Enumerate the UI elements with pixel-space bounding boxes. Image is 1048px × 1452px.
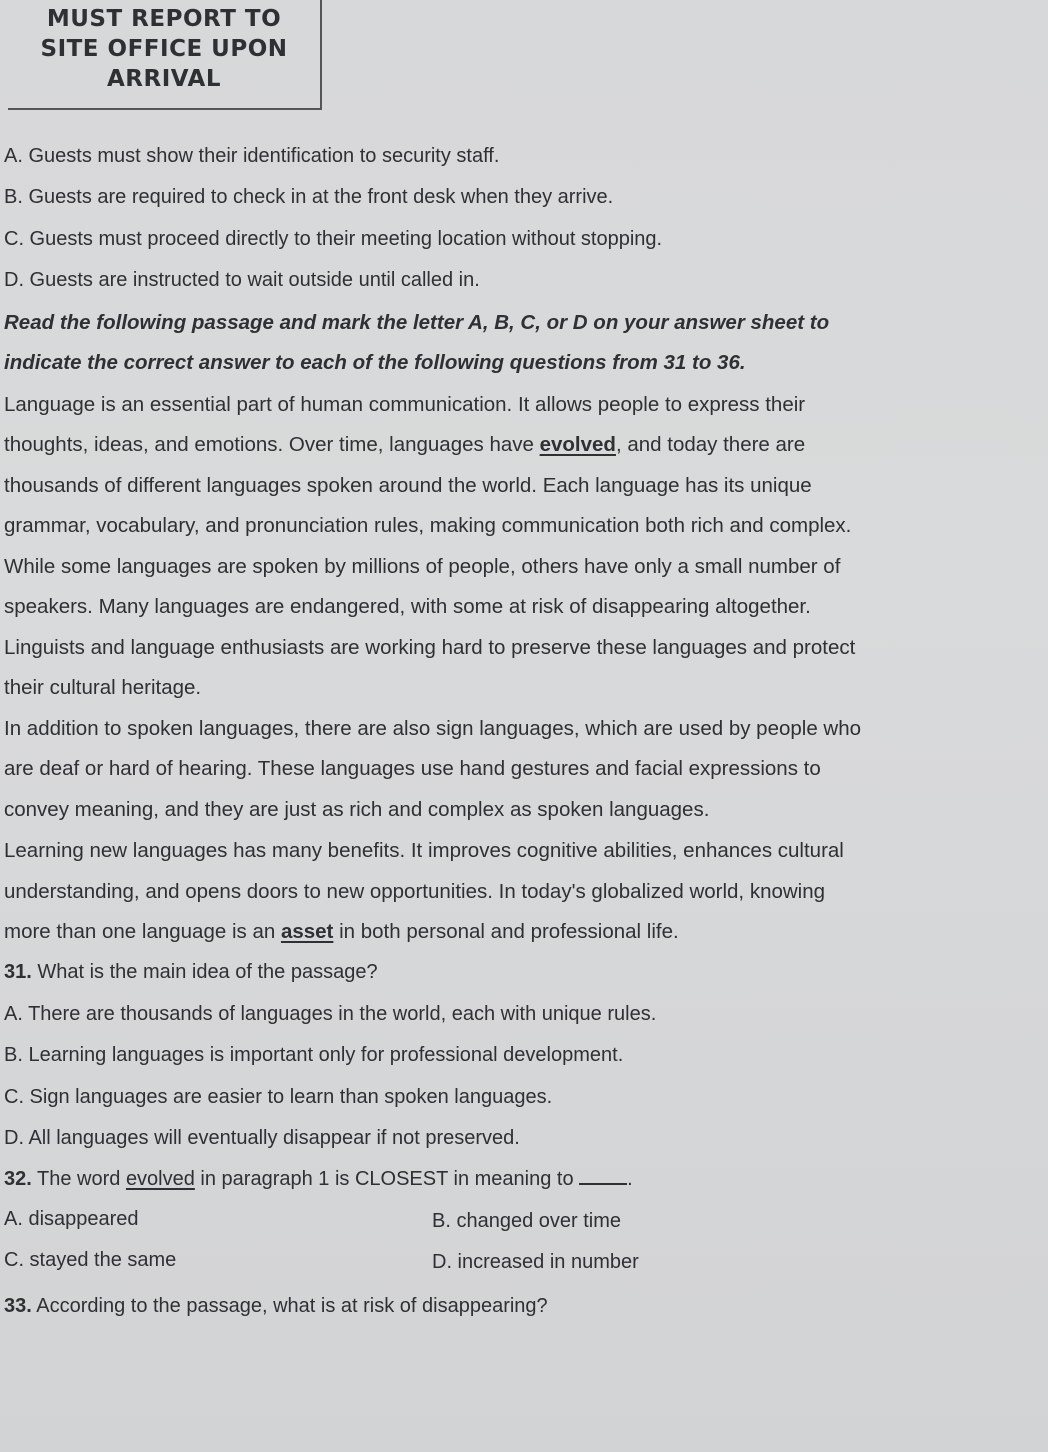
answer-blank [579, 1167, 627, 1185]
q31-option-d: D. All languages will eventually disappear if not preserved. [4, 1127, 520, 1149]
passage-p3-line-1: Learning new languages has many benefits. It improves cognitive abilities, enhances cultural [4, 839, 844, 862]
question-32-end: . [627, 1168, 633, 1190]
question-32-pre: The word [31, 1168, 126, 1190]
question-32-word: evolved [125, 1168, 195, 1190]
q32-option-d: D. increased in number [432, 1251, 639, 1273]
word-asset: asset [280, 920, 334, 943]
passage-p3-line-3-pre: more than one language is an [4, 920, 281, 943]
q32-options-row-1 [4, 1208, 1004, 1234]
question-33 [4, 1294, 548, 1318]
passage-p1-line-1: Language is an essential part of human communication. It allows people to express their [4, 393, 806, 416]
prev-option-b: B. Guests are required to check in at the front desk when they arrive. [4, 186, 614, 208]
instruction-line-1: Read the following passage and mark the letter A, B, C, or D on your answer sheet to [4, 311, 830, 334]
q31-option-b: B. Learning languages is important only for professional development. [4, 1044, 624, 1066]
passage-p1-line-3: thousands of different languages spoken around the world. Each language has its unique [4, 474, 812, 497]
site-office-sign [8, 0, 322, 110]
passage-p1-line-2-pre: thoughts, ideas, and emotions. Over time, languages have [4, 433, 540, 456]
q32-option-b: B. changed over time [432, 1210, 621, 1232]
q32-option-a: A. disappeared [4, 1208, 139, 1230]
sign-line-3: ARRIVAL [107, 66, 221, 92]
q31-option-a: A. There are thousands of languages in the world, each with unique rules. [4, 1003, 657, 1025]
passage-p1-line-4: grammar, vocabulary, and pronunciation rules, making communication both rich and complex. [4, 514, 852, 537]
passage-p3-line-3 [4, 920, 679, 944]
prev-option-c: C. Guests must proceed directly to their meeting location without stopping. [4, 228, 663, 250]
sign-line-1: MUST REPORT TO [46, 6, 282, 32]
passage-p1-line-6: speakers. Many languages are endangered, with some at risk of disappearing altogether. [4, 595, 811, 618]
question-31 [4, 960, 378, 984]
passage-p1-line-8: their cultural heritage. [4, 676, 202, 699]
question-31-number: 31. [4, 961, 32, 983]
word-evolved: evolved [539, 433, 616, 456]
prev-option-a: A. Guests must show their identification to security staff. [4, 145, 500, 167]
question-31-text: What is the main idea of the passage? [31, 961, 378, 983]
passage-p3-line-2: understanding, and opens doors to new opportunities. In today's globalized world, knowing [4, 880, 826, 903]
passage-p2-line-1: In addition to spoken languages, there are also sign languages, which are used by people who [4, 717, 862, 740]
passage-p3-line-3-post: in both personal and professional life. [333, 920, 679, 943]
question-32-post: in paragraph 1 is CLOSEST in meaning to [194, 1168, 580, 1190]
q32-options-row-2 [4, 1249, 1004, 1275]
prev-option-d: D. Guests are instructed to wait outside until called in. [4, 269, 480, 291]
q32-option-c: C. stayed the same [4, 1249, 177, 1271]
passage-p2-line-2: are deaf or hard of hearing. These languages use hand gestures and facial expressions to [4, 757, 821, 780]
passage-p1-line-7: Linguists and language enthusiasts are working hard to preserve these languages and protect [4, 636, 856, 659]
passage-p1-line-2 [4, 433, 805, 457]
q31-option-c: C. Sign languages are easier to learn than spoken languages. [4, 1086, 553, 1108]
question-32 [4, 1167, 633, 1191]
question-33-number: 33. [4, 1295, 32, 1317]
passage-p1-line-2-post: , and today there are [615, 433, 806, 456]
sign-line-2: SITE OFFICE UPON [40, 36, 288, 62]
question-33-text: According to the passage, what is at risk of disappearing? [31, 1295, 548, 1317]
passage-p2-line-3: convey meaning, and they are just as rich and complex as spoken languages. [4, 798, 710, 821]
passage-p1-line-5: While some languages are spoken by millions of people, others have only a small number of [4, 555, 841, 578]
instruction-line-2: indicate the correct answer to each of the following questions from 31 to 36. [4, 351, 746, 374]
question-32-number: 32. [4, 1168, 32, 1190]
